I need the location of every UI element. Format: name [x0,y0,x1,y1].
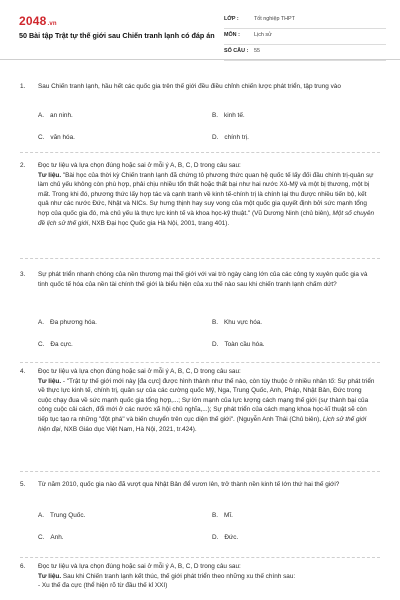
question-number: 3. [20,271,26,278]
option-c[interactable]: C. Anh. [38,534,64,541]
question-text: Sự phát triển nhanh chóng của nền thương mại thế giới với vai trò ngày càng lớn của các công ty xuyên quốc gia và tinh quốc tế hóa của nền tài chính thế giới là biểu hiện của xu thế nào sau khi chiến tranh lạnh chấm dứt? [38,271,368,288]
meta-row-subject [224,29,386,45]
meta-value: 55 [254,48,260,54]
passage-label: Tư liệu. [38,377,62,385]
question-number: 6. [20,563,26,570]
divider [20,258,380,259]
options-row [38,133,338,143]
option-d[interactable]: D. chính trị. [212,134,249,141]
question-1 [20,82,380,162]
question-6 [20,562,380,598]
divider [20,152,380,153]
passage-label: Tư liệu. [38,171,62,179]
option-b[interactable]: B. Khu vực hóa. [212,319,263,326]
option-b[interactable]: B. Mĩ. [212,512,233,519]
question-intro: Đọc tư liệu và lựa chọn đúng hoặc sai ở mỗi ý A, B, C, D trong câu sau: [38,368,241,375]
options-row [38,533,338,543]
question-5 [20,480,380,560]
meta-label: LỚP : [224,16,239,22]
meta-value: Tốt nghiệp THPT [254,16,295,22]
question-text: Sau Chiến tranh lạnh, hầu hết các quốc gia trên thế giới đều điều chỉnh chiến lược phát triển, tập trung vào [38,83,341,90]
option-c[interactable]: C. Đa cực. [38,341,73,348]
options-row [38,111,338,121]
options-row [38,511,338,521]
question-passage [38,367,376,434]
logo-suffix: .vn [47,21,57,27]
question-3 [20,270,380,365]
question-4 [20,367,380,471]
question-intro: Đọc tư liệu và lựa chọn đúng hoặc sai ở mỗi ý A, B, C, D trong câu sau: [38,563,241,570]
option-c[interactable]: C. văn hóa. [38,134,75,141]
question-number: 2. [20,162,26,169]
passage-text: Tư liệu. Sau khi Chiến tranh lạnh kết thúc, thế giới phát triển theo những xu thế chính sau: [38,572,296,580]
options-row [38,340,338,350]
question-number: 5. [20,481,26,488]
question-number: 1. [20,83,26,90]
meta-row-class [224,13,386,29]
options-row [38,318,338,328]
option-b[interactable]: B. kinh tế. [212,112,245,119]
option-d[interactable]: D. Toàn cầu hóa. [212,341,265,348]
question-intro: Đọc tư liệu và lựa chọn đúng hoặc sai ở mỗi ý A, B, C, D trong câu sau: [38,162,241,169]
source-title: Lịch sử thế giới hiện đại [38,415,367,433]
meta-value: Lịch sử [254,32,272,38]
option-a[interactable]: A. Đa phương hóa. [38,319,97,326]
passage-bullet: - Xu thế đa cực (thể hiện rõ từ đầu thế kỉ XXI) [38,582,168,590]
meta-row-count [224,45,386,61]
logo-text: 2048 [19,14,47,28]
passage-text: Tư liệu. "Bài học của thời kỳ Chiến tranh lạnh đã chứng tỏ phương thức quan hệ quốc tế lấy đối đầu chính trị-quân sự làm chủ yếu không còn phù hợp, phải chịu nhiều tổn thất hoặc thất bại như hai nước Xô-Mỹ và một bị thương, một bị mất. Trong khi đó, phương thức lấy hợp tác và cạnh tranh về kinh tế-chính trị là chính lại thu được nhiều tiến bộ, kết quả như các nước Đức, Nhật và NICs. Sự hưng thịnh hay suy vong của một quốc gia quyết định bởi sức mạnh tổng hợp của quốc gia đó, mà chủ yếu là thực lực kinh tế và khoa học-kỹ thuật." (Vũ Dương Ninh (chủ biên), Một số chuyên đề lịch sử thế giới, NXB Đại học Quốc gia Hà Nội, 2001, trang 401). [38,171,375,227]
document-meta [224,13,386,61]
document-header [0,0,400,60]
question-number: 4. [20,368,26,375]
divider [20,471,380,472]
question-2 [20,161,380,257]
option-a[interactable]: A. an ninh. [38,112,73,119]
divider [20,557,380,558]
option-d[interactable]: D. Đức. [212,534,239,541]
site-logo[interactable] [19,14,57,28]
page-title: 50 Bài tập Trật tự thế giới sau Chiến tranh lạnh có đáp án [19,31,215,40]
source-title: Một số chuyên đề lịch sử thế giới [38,209,375,227]
option-a[interactable]: A. Trung Quốc. [38,512,86,519]
question-passage [38,161,376,228]
passage-label: Tư liệu. [38,572,62,580]
meta-label: SỐ CÂU : [224,48,249,54]
meta-label: MÔN : [224,32,240,38]
question-text: Từ năm 2010, quốc gia nào đã vượt qua Nhật Bản để vươn lên, trở thành nền kinh tế lớn thứ hai thế giới? [38,481,340,488]
divider [20,362,380,363]
question-passage [38,562,376,591]
passage-text: Tư liệu. - "Trật tự thế giới mới này [đa cực] được hình thành như thế nào, còn tùy thuộc ở nhiều nhân tố: Sự phát triển về thực lực kinh tế, chính trị, quân sự của các cường quốc Mỹ, Nga, Trung Quốc, Anh, Pháp, Nhật Bản, Đức trong cuộc chạy đua về sức mạnh quốc gia tổng hợp,...; Sự lớn mạnh của lực lượng cách mạng thế giới (sự thành bại của công cuộc cải cách, đổi mới ở các nước xã hội chủ nghĩa,...); Sự phát triển của cách mạng khoa học-kĩ thuật sẽ còn tiếp tục tạo ra những "đột phá" và biến chuyển trên cục diện thế giới". (Nguyễn Anh Thái (Chủ biên), Lịch sử thế giới hiện đại, NXB Giáo dục Việt Nam, Hà Nội, 2021, tr.424). [38,377,375,433]
